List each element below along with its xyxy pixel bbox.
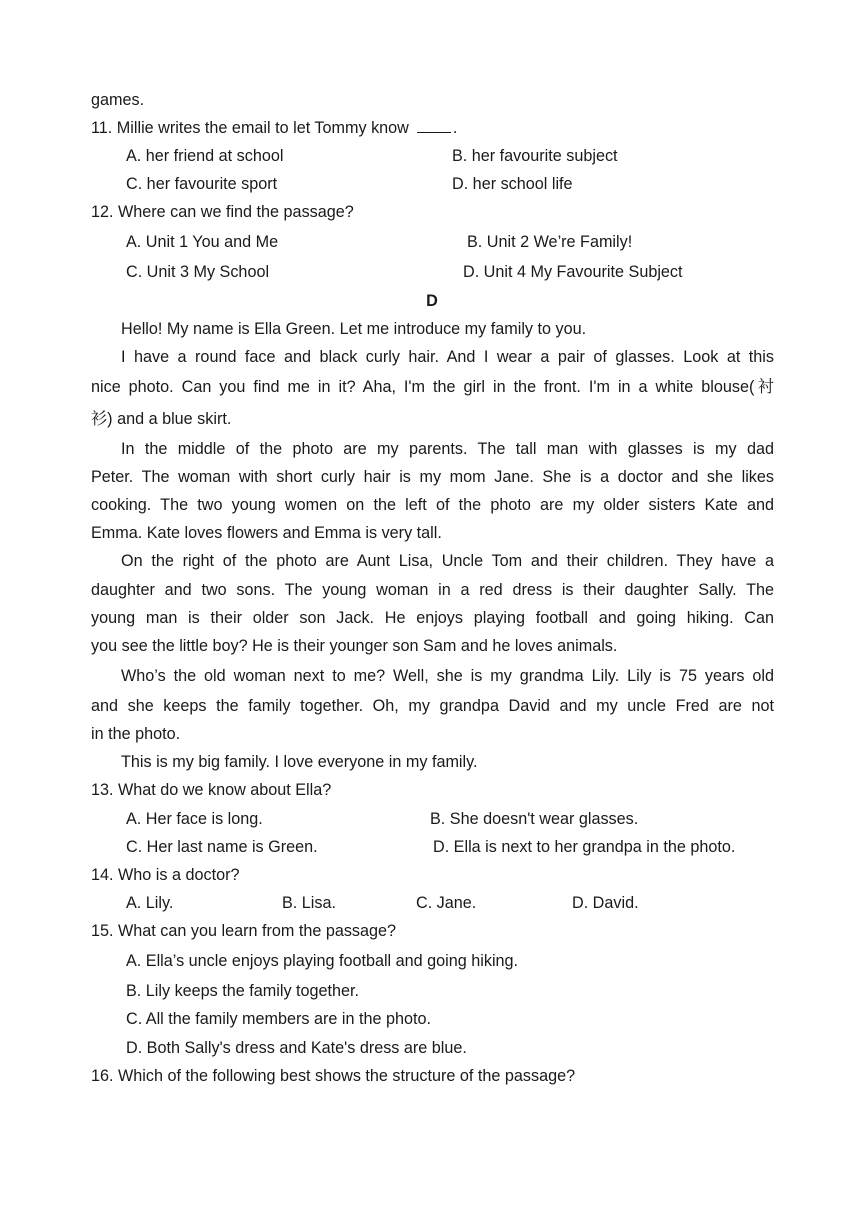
question-13-stem: 13. What do we know about Ella? [91,781,332,799]
passage-paragraph-4-line-3: young man is their older son Jack. He enjoys playing football and going hiking. Can [91,609,774,627]
passage-paragraph-1: Hello! My name is Ella Green. Let me introduce my family to you. [121,320,587,338]
passage-paragraph-4-line-1: On the right of the photo are Aunt Lisa, Uncle Tom and their children. They have a [121,552,774,570]
question-15-option-c: C. All the family members are in the photo. [126,1010,432,1028]
passage-paragraph-2-line-3: 衫) and a blue skirt. [91,410,232,428]
question-13-option-b: B. She doesn't wear glasses. [430,810,639,828]
passage-paragraph-5-line-3: in the photo. [91,725,181,743]
question-14-option-a: A. Lily. [126,894,174,912]
question-13-option-d: D. Ella is next to her grandpa in the photo. [433,838,736,856]
question-12-stem: 12. Where can we find the passage? [91,203,354,221]
passage-paragraph-3-line-1: In the middle of the photo are my parents. The tall man with glasses is my dad [121,440,774,458]
question-14-option-c: C. Jane. [416,894,477,912]
question-12-option-a: A. Unit 1 You and Me [126,233,279,251]
passage-paragraph-5-line-1: Who’s the old woman next to me? Well, she is my grandma Lily. Lily is 75 years old [121,667,774,685]
passage-paragraph-3-line-4: Emma. Kate loves flowers and Emma is very tall. [91,524,442,542]
question-15-option-d: D. Both Sally's dress and Kate's dress are blue. [126,1039,467,1057]
answer-blank [417,118,451,133]
passage-paragraph-6: This is my big family. I love everyone in my family. [121,753,478,771]
question-12-option-d: D. Unit 4 My Favourite Subject [463,263,683,281]
question-15-option-a: A. Ella’s uncle enjoys playing football and going hiking. [126,952,519,970]
question-11-end: . [452,119,458,137]
section-heading-d: D [426,292,438,310]
question-13-option-a: A. Her face is long. [126,810,263,828]
question-14-stem: 14. Who is a doctor? [91,866,240,884]
question-14-option-b: B. Lisa. [282,894,336,912]
question-14-option-d: D. David. [572,894,639,912]
question-11-option-d: D. her school life [452,175,573,193]
passage-paragraph-5-line-2: and she keeps the family together. Oh, my grandpa David and my uncle Fred are not [91,697,774,715]
question-15-stem: 15. What can you learn from the passage? [91,922,397,940]
question-11-text: 11. Millie writes the email to let Tommy know [91,119,409,137]
question-11-stem [91,118,457,138]
passage-paragraph-4-line-4: you see the little boy? He is their younger son Sam and he loves animals. [91,637,618,655]
passage-paragraph-3-line-3: cooking. The two young women on the left of the photo are my older sisters Kate and [91,496,774,514]
question-16-stem: 16. Which of the following best shows the structure of the passage? [91,1067,576,1085]
question-15-option-b: B. Lily keeps the family together. [126,982,360,1000]
passage-paragraph-3-line-2: Peter. The woman with short curly hair is my mom Jane. She is a doctor and she likes [91,468,774,486]
passage-paragraph-2-line-1: I have a round face and black curly hair. And I wear a pair of glasses. Look at this [121,348,774,366]
previous-passage-tail: games. [91,91,145,109]
question-13-option-c: C. Her last name is Green. [126,838,318,856]
question-11-option-b: B. her favourite subject [452,147,618,165]
passage-paragraph-4-line-2: daughter and two sons. The young woman in a red dress is their daughter Sally. The [91,581,774,599]
question-11-option-a: A. her friend at school [126,147,284,165]
question-12-option-b: B. Unit 2 We’re Family! [467,233,633,251]
passage-paragraph-2-line-2: nice photo. Can you find me in it? Aha, I'm the girl in the front. I'm in a white blouse(衬 [91,378,774,396]
question-12-option-c: C. Unit 3 My School [126,263,270,281]
question-11-option-c: C. her favourite sport [126,175,278,193]
